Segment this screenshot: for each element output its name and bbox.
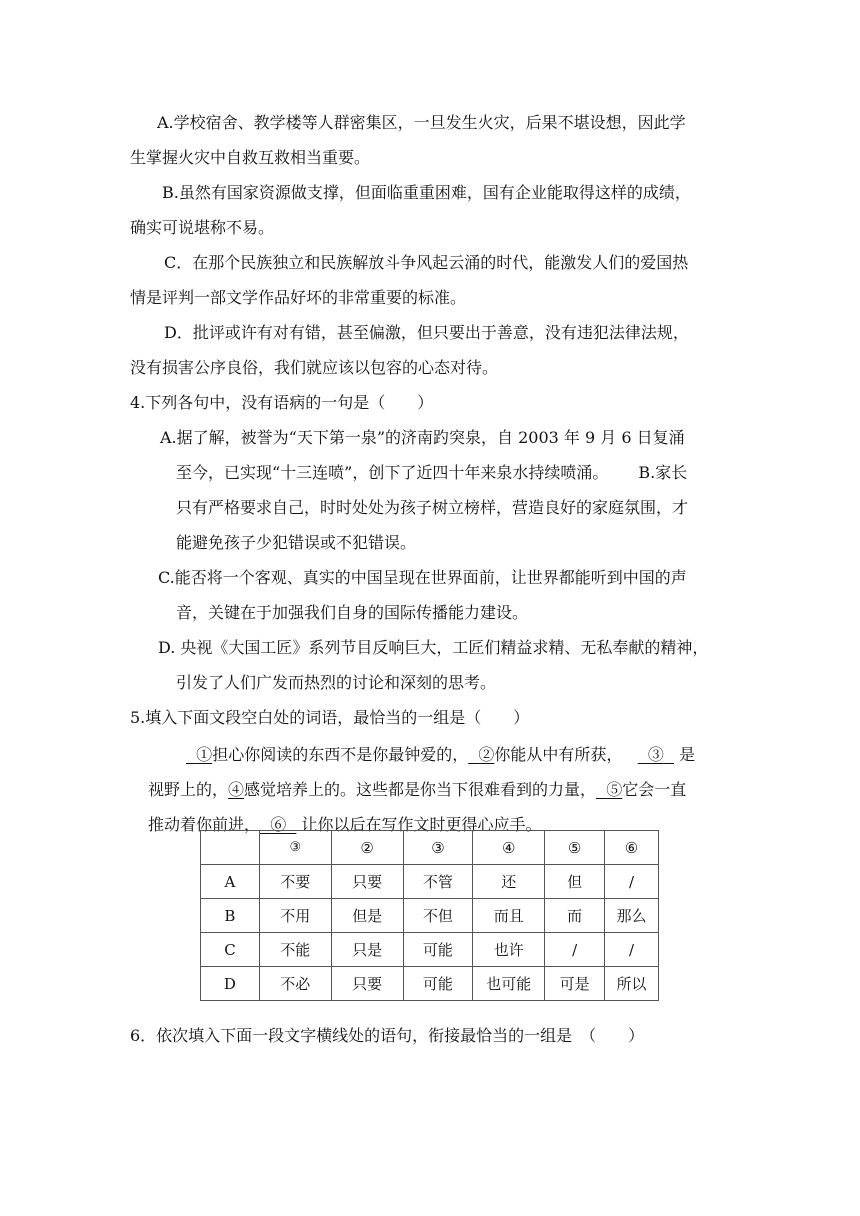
table-cell: 还 [473, 865, 545, 899]
table-cell: 而且 [473, 899, 545, 933]
q3-option-b-line2: 确实可说堪称不易。 [130, 218, 275, 237]
table-cell: ⑥ [605, 831, 659, 865]
table-cell: ④ [473, 831, 545, 865]
table-cell: ③ [403, 831, 473, 865]
table-cell: C [201, 933, 260, 967]
q4-option-d-line2: 引发了人们广发而热烈的讨论和深刻的思考。 [176, 673, 497, 692]
table-cell: 只要 [331, 967, 403, 1001]
q4-option-a-line1: A.据了解，被誉为“天下第一泉”的济南趵突泉，自 2003 年 9 月 6 日复涌 [160, 428, 685, 447]
table-cell: B [201, 899, 260, 933]
table-cell: 不要 [259, 865, 331, 899]
table-cell: 不但 [403, 899, 473, 933]
q5-stem: 5.填入下面文段空白处的词语，最恰当的一组是（ ） [130, 708, 530, 727]
table-cell: ② [331, 831, 403, 865]
q5-blank-5: ⑤ [606, 780, 623, 799]
q4-stem: 4.下列各句中，没有语病的一句是（ ） [130, 393, 434, 412]
table-cell: 所以 [605, 967, 659, 1001]
table-cell: 不管 [403, 865, 473, 899]
table-cell: 而 [545, 899, 605, 933]
q5-passage-line2: 视野上的，④感觉培养上的。这些都是你当下很难看到的力量， ⑤它会一直 [148, 780, 687, 799]
q5-blank-3: ③ [647, 745, 664, 764]
table-cell: 但 [545, 865, 605, 899]
q5-blank-4: ④ [228, 780, 245, 799]
table-row [201, 865, 659, 899]
table-cell: 也可能 [473, 967, 545, 1001]
table-cell: 不用 [259, 899, 331, 933]
q4-option-b-line3: 能避免孩子少犯错误或不犯错误。 [176, 533, 417, 552]
table-cell: 不必 [259, 967, 331, 1001]
table-header-row [201, 831, 659, 865]
q4-option-a-line2 [176, 461, 687, 485]
table-cell: 但是 [331, 899, 403, 933]
table-row [201, 933, 659, 967]
table-cell: 可能 [403, 967, 473, 1001]
q5-blank-6: ⑥ [270, 815, 287, 834]
table-row [201, 899, 659, 933]
table-cell: 也许 [473, 933, 545, 967]
table-cell: 只要 [331, 865, 403, 899]
q5-options-table [200, 830, 659, 1001]
q5-passage-line3: 推动着你前进， ⑥ 让你以后在写作文时更得心应手。 [148, 815, 542, 834]
q3-option-a-line2: 生掌握火灾中自救互救相当重要。 [130, 148, 371, 167]
table-cell [201, 831, 260, 865]
table-cell: A [201, 865, 260, 899]
table-cell: / [605, 865, 659, 899]
table-row [201, 967, 659, 1001]
table-cell: 可能 [403, 933, 473, 967]
q4-option-a-text: 至今，已实现“十三连喷”，创下了近四十年来泉水持续喷涌。 [176, 463, 609, 482]
table-cell: D [201, 967, 260, 1001]
table-cell: ⑤ [545, 831, 605, 865]
q4-option-b-head: B.家长 [638, 463, 688, 482]
q4-option-d-line1: D. 央视《大国工匠》系列节目反响巨大，工匠们精益求精、无私奉献的精神， [158, 638, 709, 657]
q3-option-c-line2: 情是评判一部文学作品好坏的非常重要的标准。 [130, 288, 467, 307]
q3-option-b-line1: B.虽然有国家资源做支撑，但面临重重困难，国有企业能取得这样的成绩， [162, 183, 691, 202]
table-cell: 不能 [259, 933, 331, 967]
q6-stem: 6．依次填入下面一段文字横线处的语句，衔接最恰当的一组是 （ ） [130, 1026, 645, 1045]
table-cell: 只是 [331, 933, 403, 967]
q3-option-c-line1: C．在那个民族独立和民族解放斗争风起云涌的时代，能激发人们的爱国热 [164, 253, 689, 272]
q3-option-a-line1: A.学校宿舍、教学楼等人群密集区，一旦发生火灾，后果不堪设想，因此学 [157, 113, 686, 132]
q4-option-b-line2: 只有严格要求自己，时时处处为孩子树立榜样，营造良好的家庭氛围，才 [176, 498, 689, 517]
q5-passage-line1: ①担心你阅读的东西不是你最钟爱的， ②你能从中有所获， ③ 是 [186, 743, 695, 767]
table-cell: 可是 [545, 967, 605, 1001]
q3-option-d-line2: 没有损害公序良俗，我们就应该以包容的心态对待。 [130, 358, 499, 377]
q4-option-c-line1: C.能否将一个客观、真实的中国呈现在世界面前，让世界都能听到中国的声 [158, 568, 687, 587]
q5-blank-2: ② [478, 745, 495, 764]
q3-option-d-line1: D．批评或许有对有错，甚至偏激，但只要出于善意，没有违犯法律法规， [164, 323, 689, 342]
table-cell: 那么 [605, 899, 659, 933]
table-cell: ③ [259, 831, 331, 865]
q5-blank-1: ① [196, 745, 213, 764]
table-cell: / [605, 933, 659, 967]
table-cell: / [545, 933, 605, 967]
q4-option-c-line2: 音，关键在于加强我们自身的国际传播能力建设。 [176, 603, 529, 622]
